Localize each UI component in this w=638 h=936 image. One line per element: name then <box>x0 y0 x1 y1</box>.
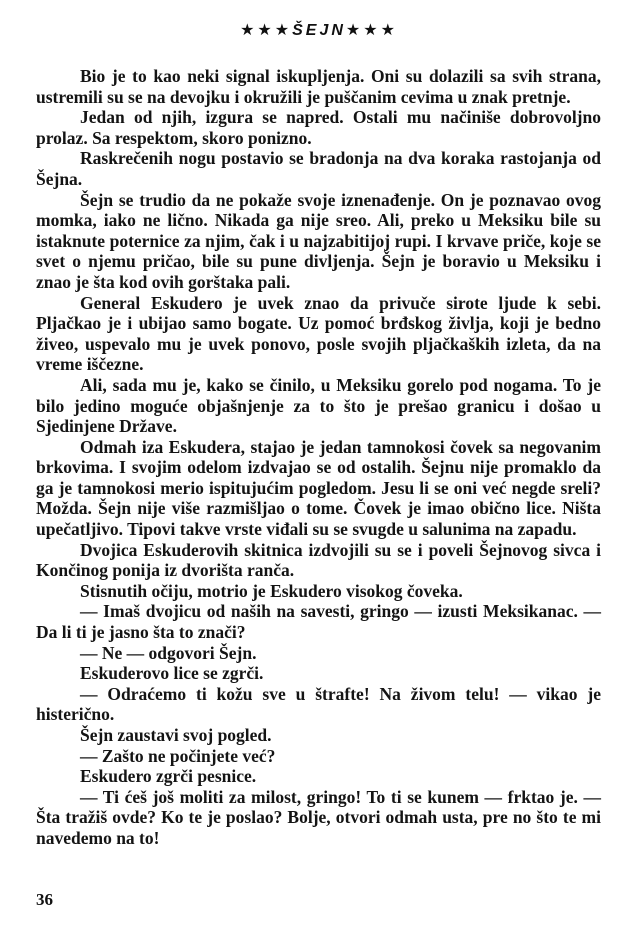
dialogue-line: — Imaš dvojicu od naših na savesti, gringo — izusti Meksikanac. — Da li ti je jasno šta to znači? <box>36 601 601 643</box>
body-text <box>36 66 601 849</box>
paragraph: Eskuderovo lice se zgrči. <box>80 663 264 684</box>
dialogue-line: — Zašto ne počinjete već? <box>80 745 276 766</box>
paragraph: Eskudero zgrči pesnice. <box>80 766 257 787</box>
dialogue-line: — Ti ćeš još moliti za milost, gringo! To ti se kunem — frktao je. — Šta tražiš ovde? Ko te je poslao? Bolje, otvori odmah usta, pre no što te mi navedemo na to! <box>36 786 601 848</box>
dialogue-line: — Ne — odgovori Šejn. <box>80 642 257 663</box>
paragraph: Ali, sada mu je, kako se činilo, u Meksiku gorelo pod nogama. To je bilo jedino moguće objašnjenje za to što je prešao granicu i došao u Sjedinjene Države. <box>36 374 601 437</box>
paragraph: Bio je to kao neki signal iskupljenja. Oni su dolazili sa svih strana, ustremili su se na devojku i okružili je puščanim cevima u znak pretnje. <box>36 66 601 107</box>
paragraph: Stisnutih očiju, motrio je Eskudero visokog čoveka. <box>80 580 463 601</box>
dialogue-line: — Odraćemo ti kožu sve u štrafte! Na živom telu! — vikao je histerično. <box>36 683 601 725</box>
paragraph: Odmah iza Eskudera, stajao je jedan tamnokosi čovek sa negovanim brkovima. I svojim odelom izdvajao se od ostalih. Šejnu nije promaklo da ga je tamnokosi merio ispitujućim pogledom. Jesu li se oni već negde sreli? Možda. Šejn nije više razmišljao o tome. Čovek je imao obično lice. Ništa upečatljivo. Tipovi takve vrste viđali su se svugde u salunima na zapadu. <box>36 436 601 540</box>
paragraph: Dvojica Eskuderovih skitnica izdvojili su se i poveli Šejnovog sivca i Končinog ponija iz dvorišta ranča. <box>36 539 601 581</box>
paragraph: Jedan od njih, izgura se napred. Ostali mu načiniše dobrovoljno prolaz. Sa respektom, skoro ponizno. <box>36 107 601 148</box>
paragraph: General Eskudero je uvek znao da privuče sirote ljude k sebi. Pljačkao je i ubijao samo bogate. Uz pomoć brđskog življa, koji je bedno živeo, uspevalo mu je uvek ponovo, posle svojih pljačkaških izleta, da na vreme iščezne. <box>36 292 601 375</box>
paragraph: Šejn se trudio da ne pokaže svoje iznenađenje. On je poznavao ovog momka, iako ne lično. Nikada ga nije sreo. Ali, preko u Meksiku bile su istaknute poternice za njim, čak i u najzabitijoj rupi. I krvave priče, koje se svet o njemu pričao, bile su pune divljenja. Šejn je boravio u Meksiku i znao je šta kod ovih gorštaka pali. <box>36 189 601 292</box>
paragraph: Raskrečenih nogu postavio se bradonja na dva koraka rastojanja od Šejna. <box>36 148 601 189</box>
running-title: ★★★ŠEJN★★★ <box>240 22 398 39</box>
paragraph: Šejn zaustavi svoj pogled. <box>80 725 272 745</box>
page-number: 36 <box>36 890 53 909</box>
